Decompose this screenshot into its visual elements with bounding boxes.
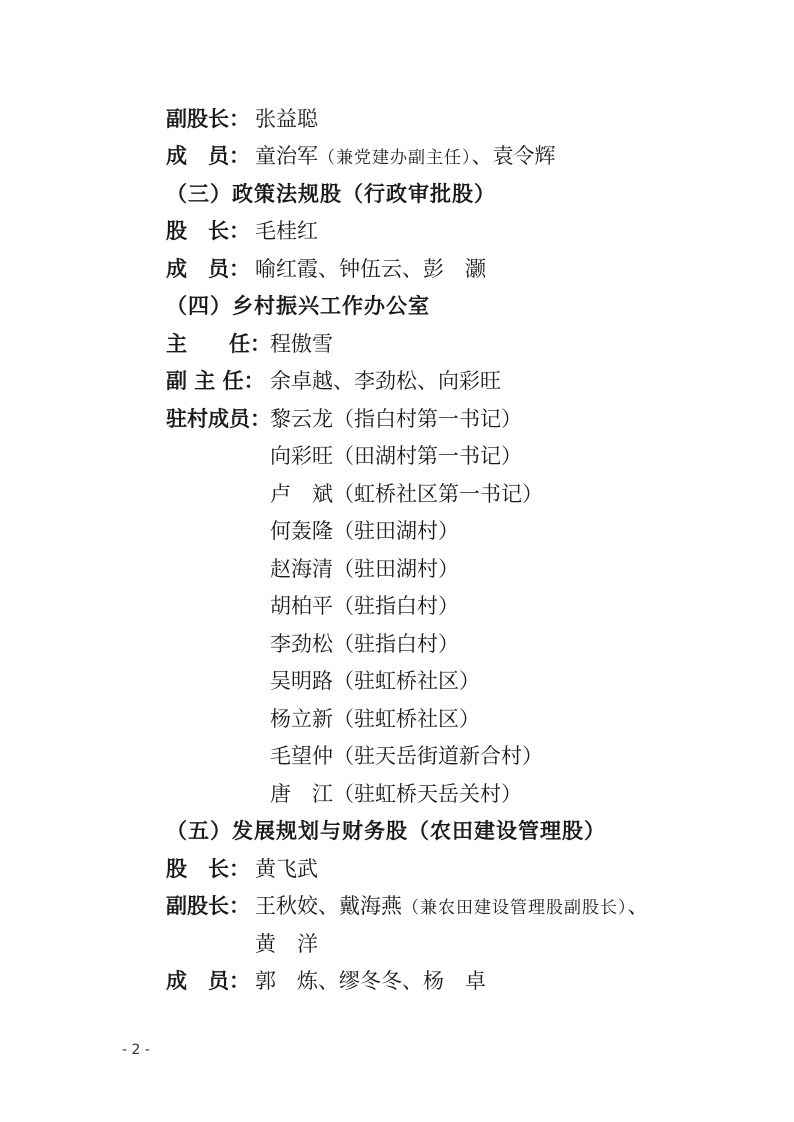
member-names: 何轰隆（驻田湖村）: [270, 519, 459, 543]
member-name: 王秋姣、戴海燕: [255, 894, 402, 918]
section-title: （三）政策法规股（行政审批股）: [166, 181, 496, 206]
member-note: （兼农田建设管理股副股长）: [402, 898, 628, 918]
role-label: 副股长：: [166, 893, 250, 918]
role-label: 副股长：: [166, 106, 250, 131]
member-note: （兼党建办副主任）: [318, 148, 472, 168]
member-names: [255, 891, 649, 923]
member-names: 郭 炼、缪冬冬、杨 卓: [255, 969, 486, 993]
member-names: 赵海清（驻田湖村）: [270, 557, 459, 581]
member-names: 张益聪: [255, 107, 318, 131]
role-label: 副 主 任：: [166, 368, 265, 393]
member-names: 卢 斌（虹桥社区第一书记）: [270, 482, 543, 506]
member-name: 童治军: [255, 144, 318, 168]
role-label: 主 任：: [166, 331, 271, 356]
member-names: 程傲雪: [270, 332, 333, 356]
role-label: 股 长：: [166, 856, 250, 881]
member-names: 吴明路（驻虹桥社区）: [270, 669, 480, 693]
role-label: 驻村成员：: [166, 406, 271, 431]
member-names: 毛桂红: [255, 219, 318, 243]
member-names: 黎云龙（指白村第一书记）: [270, 407, 522, 431]
member-names: 喻红霞、钟伍云、彭 灏: [255, 257, 486, 281]
role-label: 股 长：: [166, 218, 250, 243]
member-names: 胡柏平（驻指白村）: [270, 594, 459, 618]
member-name-tail: 、袁令辉: [471, 144, 556, 168]
member-names: 李劲松（驻指白村）: [270, 632, 459, 656]
member-names: 黄飞武: [255, 857, 318, 881]
member-names: [255, 141, 556, 173]
section-title: （五）发展规划与财务股（农田建设管理股）: [166, 818, 606, 843]
member-names: 唐 江（驻虹桥天岳关村）: [270, 782, 522, 806]
member-names: 向彩旺（田湖村第一书记）: [270, 444, 522, 468]
page-number: - 2 -: [122, 1042, 150, 1058]
member-names: 余卓越、李劲松、向彩旺: [270, 369, 501, 393]
role-label: 成 员：: [166, 256, 250, 281]
role-label: 成 员：: [166, 143, 250, 168]
member-name-tail: 、: [627, 894, 649, 918]
member-names: 毛望仲（驻天岳街道新合村）: [270, 744, 543, 768]
member-names: 杨立新（驻虹桥社区）: [270, 707, 480, 731]
section-title: （四）乡村振兴工作办公室: [166, 293, 430, 318]
role-label: 成 员：: [166, 968, 250, 993]
member-names: 黄 洋: [255, 932, 318, 956]
